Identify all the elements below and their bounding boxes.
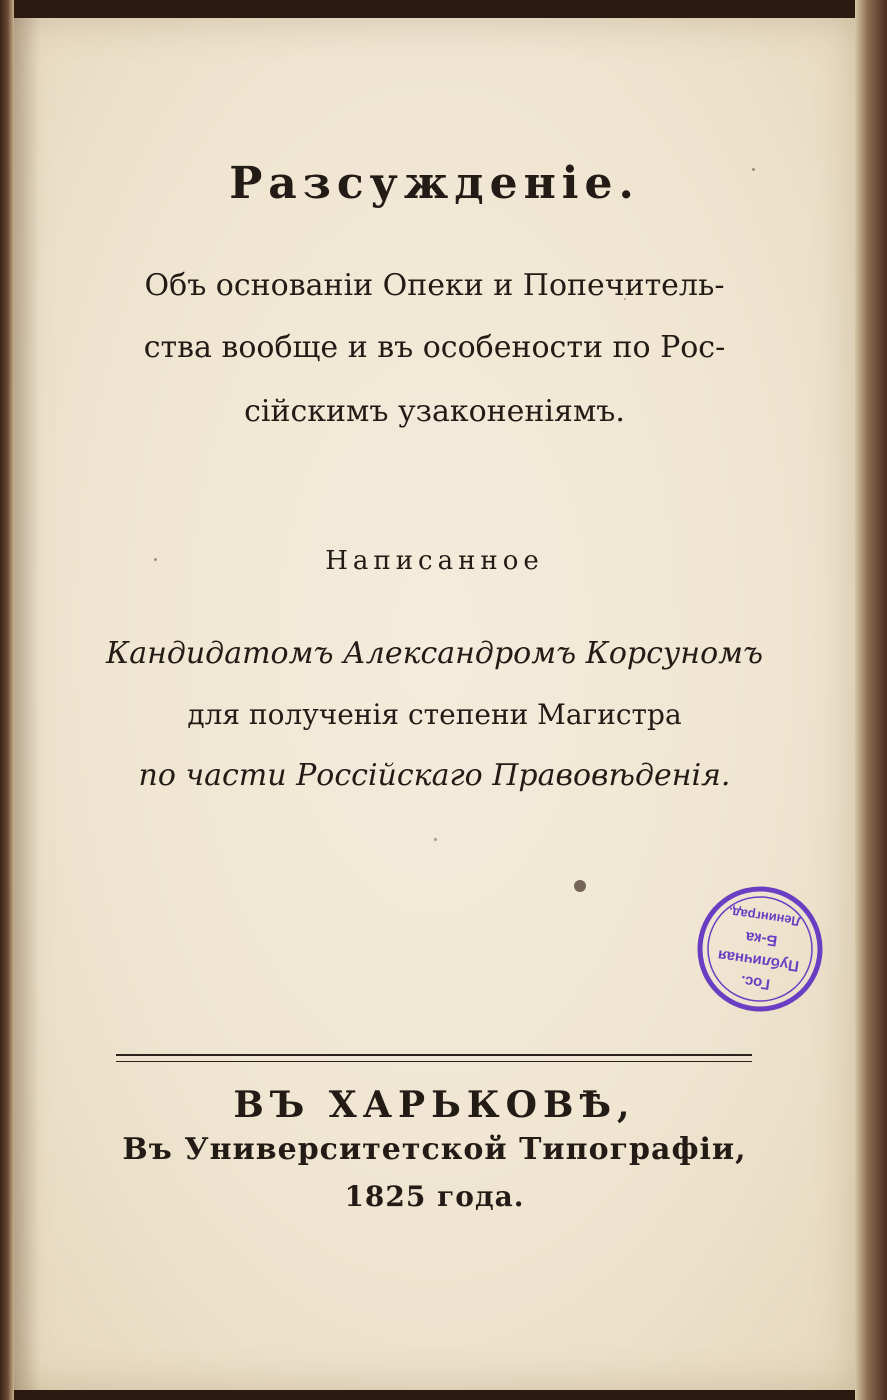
stamp-line-1: Гос. <box>739 971 771 993</box>
page-title: Разсужденіе. <box>229 158 640 209</box>
stamp-line-3: Б-ка <box>744 927 779 950</box>
ink-speck <box>574 880 586 892</box>
subtitle-line-3: сійскимъ узаконеніямъ. <box>244 394 625 429</box>
page-gutter-shadow <box>14 18 40 1390</box>
subtitle-line-2: ства вообще и въ особености по Рос- <box>143 330 726 365</box>
binding-right-edge <box>855 0 887 1400</box>
subtitle-line-1: Объ основаніи Опеки и Попечитель- <box>144 268 725 303</box>
ink-speck <box>624 298 626 300</box>
author-line: Кандидатомъ Александромъ Корсуномъ <box>105 636 763 671</box>
title-page <box>14 18 855 1390</box>
ink-speck <box>752 168 755 171</box>
imprint-year: 1825 года. <box>344 1180 525 1213</box>
binding-left-edge <box>0 0 14 1400</box>
stamp-outer-ring <box>692 884 828 1014</box>
horizontal-rule <box>116 1054 752 1062</box>
written-by-label: Написанное <box>325 546 544 576</box>
ink-speck <box>154 558 157 561</box>
ink-speck <box>434 838 437 841</box>
stamp-line-2: Публичная <box>716 946 801 975</box>
imprint-city: ВЪ ХАРЬКОВѢ, <box>233 1084 636 1126</box>
library-stamp <box>686 884 834 1014</box>
field-line: по части Россійскаго Правовѣденія. <box>138 758 731 793</box>
imprint-press: Въ Университетской Типографіи, <box>122 1132 747 1167</box>
stamp-line-4: Ленинград. <box>727 904 802 930</box>
purpose-line: для полученія степени Магистра <box>187 698 682 731</box>
